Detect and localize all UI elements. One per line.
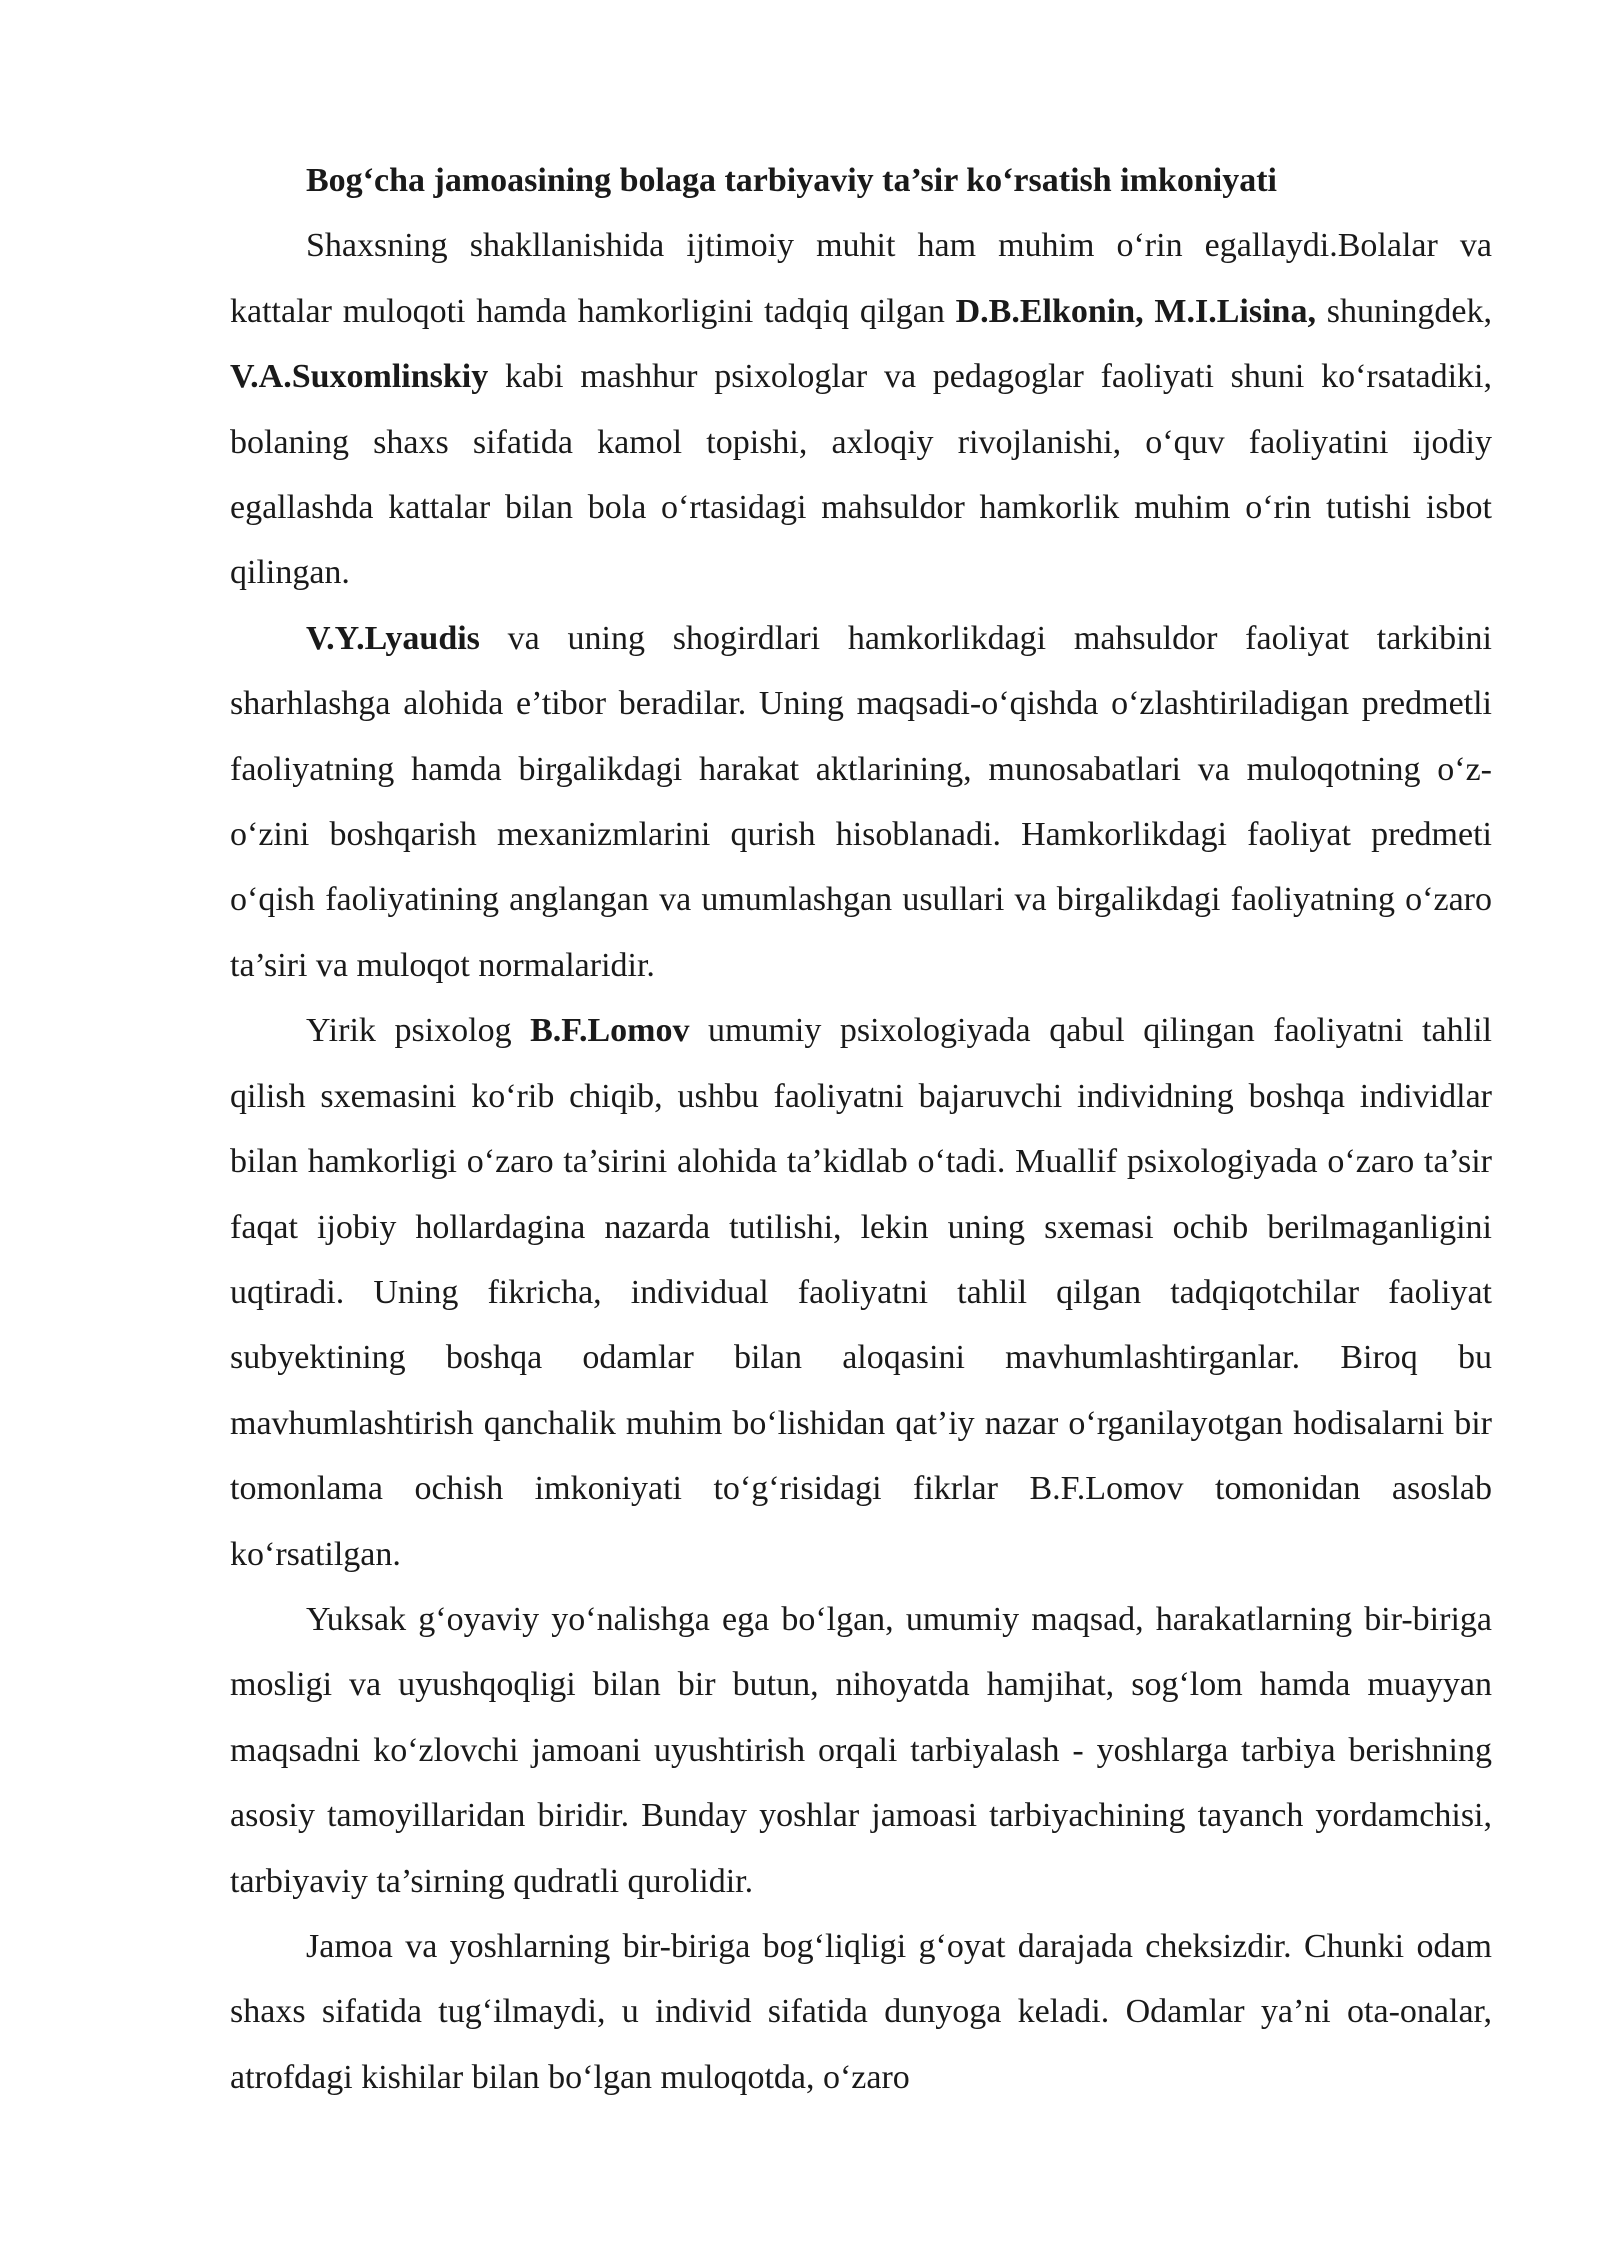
paragraph-text: Yirik psixolog (306, 1012, 531, 1050)
author-names: D.B.Elkonin, M.I.Lisina, (955, 292, 1316, 330)
author-name: B.F.Lomov (530, 1012, 690, 1050)
paragraph-text: va uning shogirdlari hamkorlikdagi mahsuldor faoliyat tarkibini sharhlashga alohida e’tibor beradilar. Uning maqsadi-o‘qishda o‘zlashtiriladigan predmetli faoliyatning hamda birgalikdagi harakat aktlarining, munosabatlari va muloqotning o‘z-o‘zini boshqarish mexanizmlarini qurish hisoblanadi. Hamkorlikdagi faoliyat predmeti o‘qish faoliyatining anglangan va umumlashgan usullari va birgalikdagi faoliyatning o‘zaro ta’siri va muloqot normalaridir. (230, 619, 1492, 984)
paragraph-text: Yuksak g‘oyaviy yo‘nalishga ega bo‘lgan, umumiy maqsad, harakatlarning bir-biriga mosligi va uyushqoqligi bilan bir butun, nihoyatda hamjihat, sog‘lom hamda muayyan maqsadni ko‘zlovchi jamoani uyushtirish orqali tarbiyalash - yoshlarga tarbiya berishning asosiy tamoyillaridan biridir. Bunday yoshlar jamoasi tarbiyachining tayanch yordamchisi, tarbiyaviy ta’sirning qudratli qurolidir. (230, 1600, 1492, 1900)
paragraph-4 (230, 1587, 1492, 1914)
author-name: V.A.Suxomlinskiy (230, 358, 489, 396)
paragraph-text: umumiy psixologiyada qabul qilingan faoliyatni tahlil qilish sxemasini ko‘rib chiqib, ushbu faoliyatni bajaruvchi individning boshqa individlar bilan hamkorligi o‘zaro ta’sirini alohida ta’kidlab o‘tadi. Muallif psixologiyada o‘zaro ta’sir faqat ijobiy hollardagina nazarda tutilishi, lekin uning sxemasi ochib berilmaganligini uqtiradi. Uning fikricha, individual faoliyatni tahlil qilgan tadqiqotchilar faoliyat subyektining boshqa odamlar bilan aloqasini mavhumlashtirganlar. Biroq bu mavhumlashtirish qanchalik muhim bo‘lishidan qat’iy nazar o‘rganilayotgan hodisalarni bir tomonlama ochish imkoniyati to‘g‘risidagi fikrlar B.F.Lomov tomonidan asoslab ko‘rsatilgan. (230, 1012, 1492, 1573)
paragraph-text: Jamoa va yoshlarning bir-biriga bog‘liqligi g‘oyat darajada cheksizdir. Chunki odam shaxs sifatida tug‘ilmaydi, u individ sifatida dunyoga keladi. Odamlar ya’ni ota-onalar, atrofdagi kishilar bilan bo‘lgan muloqotda, o‘zaro (230, 1927, 1492, 2096)
paragraph-text: shuningdek, (1315, 292, 1492, 330)
paragraph-5 (230, 1914, 1492, 2110)
author-name: V.Y.Lyaudis (306, 619, 480, 657)
paragraph-text: Shaxsning shakllanishida ijtimoiy muhit ham muhim o‘rin egallaydi.Bolalar va kattalar muloqoti hamda hamkorligini tadqiq qilgan (230, 227, 1492, 330)
paragraph-3 (230, 998, 1492, 1587)
document-title: Bog‘cha jamoasining bolaga tarbiyaviy ta’sir ko‘rsatish imkoniyati (306, 162, 1277, 199)
paragraph-text: kabi mashhur psixologlar va pedagoglar faoliyati shuni ko‘rsatadiki, bolaning shaxs sifatida kamol topishi, axloqiy rivojlanishi, o‘quv faoliyatini ijodiy egallashda kattalar bilan bola o‘rtasidagi mahsuldor hamkorlik muhim o‘rin tutishi isbot qilingan. (230, 358, 1492, 592)
paragraph-2 (230, 606, 1492, 998)
document-page (230, 148, 1492, 2110)
paragraph-1 (230, 213, 1492, 605)
